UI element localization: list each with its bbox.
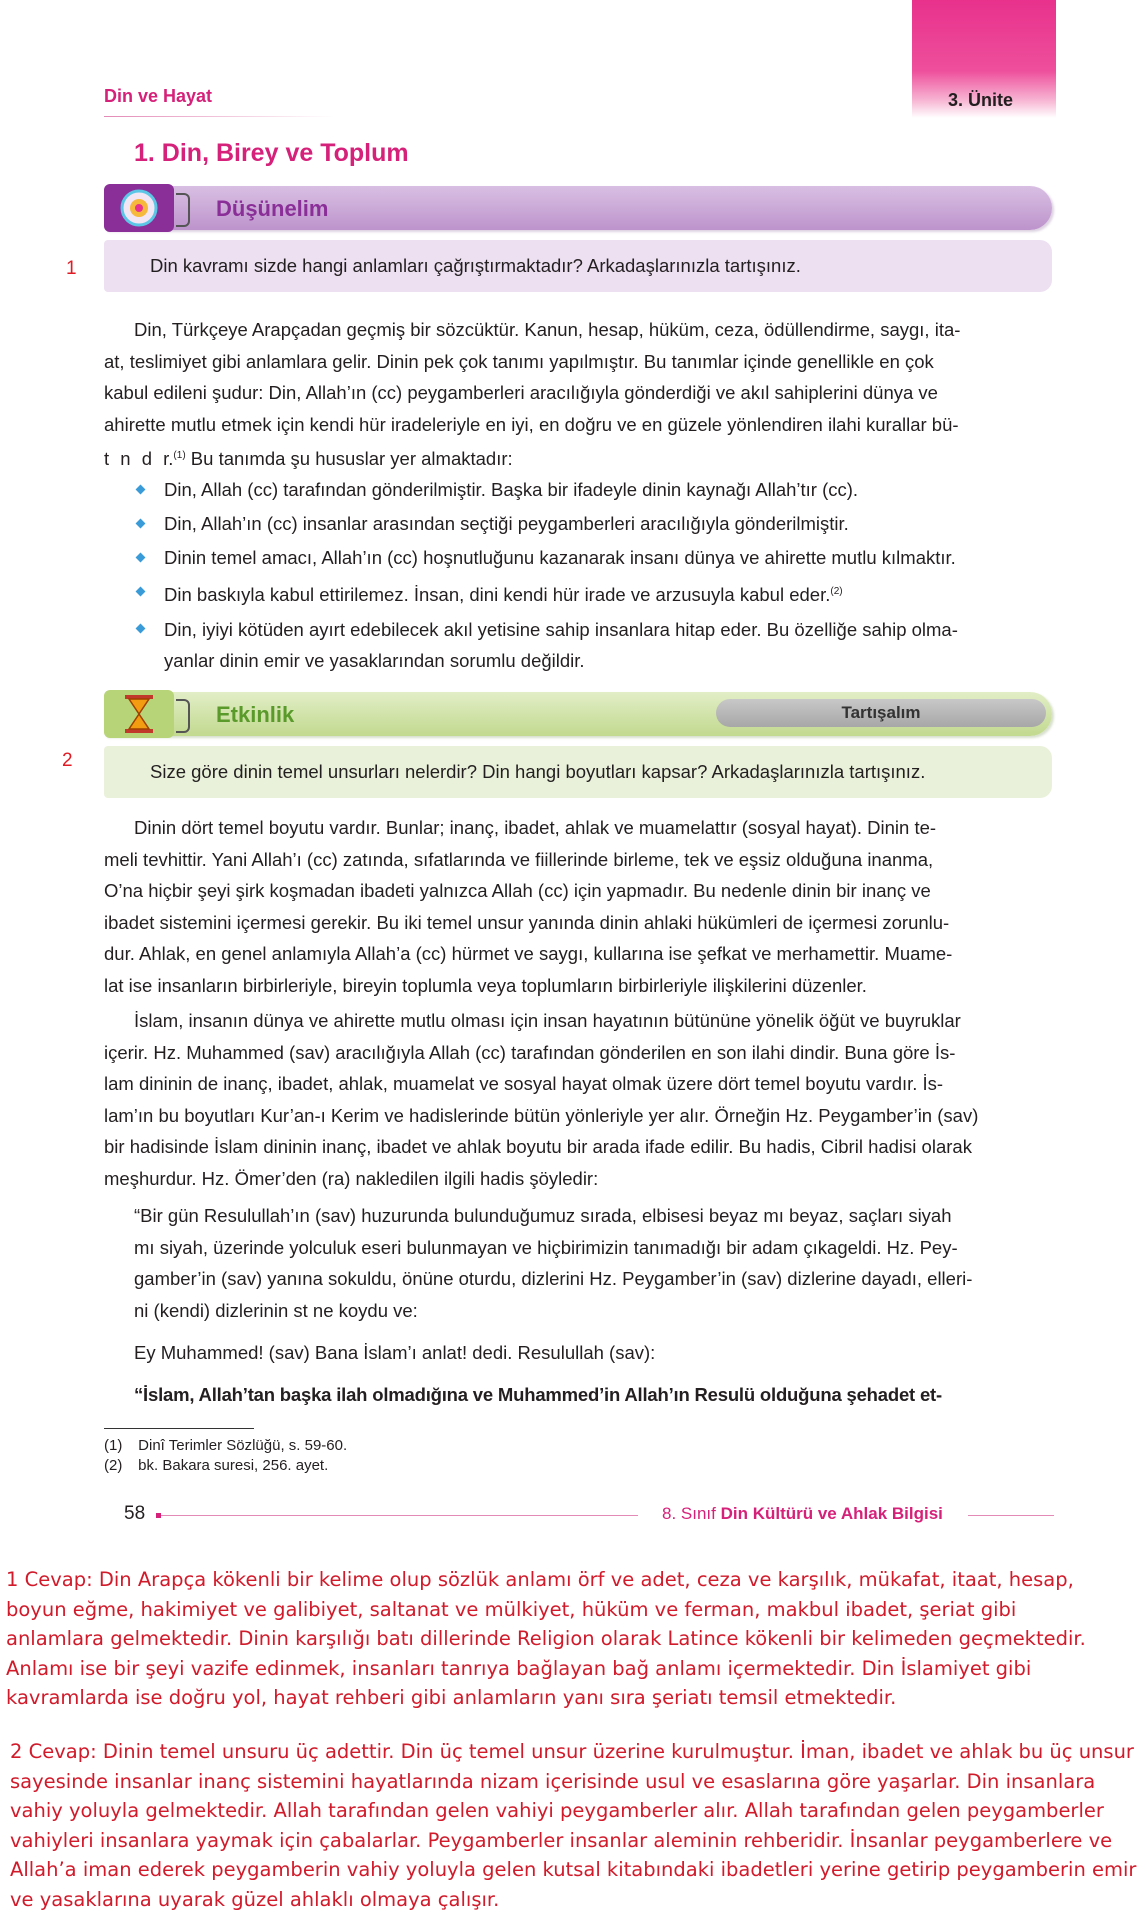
footer-divider-right xyxy=(968,1515,1054,1516)
book-grade: 8. Sınıf xyxy=(662,1504,721,1523)
footnote-item xyxy=(104,1436,347,1456)
bullet-text: Din, iyiyi kötüden ayırt edebilecek akıl yetisine sahip insanlara hitap eder. Bu özelliğe sahip olma- xyxy=(164,614,1054,645)
answer-1 xyxy=(6,1565,1144,1713)
footnote-num: (2) xyxy=(104,1456,134,1476)
dusunelim-question: Din kavramı sizde hangi anlamları çağrıştırmaktadır? Arkadaşlarınızla tartışınız. xyxy=(150,253,801,279)
quote-line: gamber’in (sav) yanına sokuldu, önüne oturdu, dizlerini Hz. Peygamber’in (sav) dizlerine dayadı, elleri- xyxy=(134,1263,1054,1295)
intro-line: kabul edileni şudur: Din, Allah’ın (cc) peygamberleri aracılığıyla gönderdiği ve akıl sahiplerini dünya ve xyxy=(104,377,1054,409)
body-line: O’na hiçbir şeyi şirk koşmadan ibadeti yalnızca Allah (cc) için yapmadır. Bu nedenle dinin bir inanç ve xyxy=(104,875,1054,907)
intro-text: Bu tanımda şu hususlar yer almaktadır: xyxy=(186,448,513,469)
footnote-ref-2: (2) xyxy=(830,586,842,597)
answer-line: ve yasaklarına uyarak güzel ahlaklı olmaya çalışır. xyxy=(10,1885,1146,1914)
etkinlik-tag-label: Tartışalım xyxy=(841,703,920,723)
hadith-quote-bold: “İslam, Allah’tan başka ilah olmadığına ve Muhammed’in Allah’ın Resulü olduğuna şehadet et- xyxy=(134,1384,942,1406)
dusunelim-question-box xyxy=(104,240,1052,292)
bullet-item xyxy=(134,612,1054,676)
intro-line: Din, Türkçeye Arapçadan geçmiş bir sözcüktür. Kanun, hesap, hüküm, ceza, ödüllendirme, saygı, ita- xyxy=(104,314,1054,346)
header-divider xyxy=(104,116,334,117)
intro-line: ahirette mutlu etmek için kendi hür iradeleriyle en iyi, en doğru ve en güzele yönlendiren ilahi kurallar bü- xyxy=(104,409,1054,441)
quote-line: ni (kendi) dizlerinin st ne koydu ve: xyxy=(134,1295,1054,1327)
question-number-1: 1 xyxy=(66,258,77,280)
body-line: bir hadisinde İslam dininin inanç, ibadet ve ahlak boyutu bir arada ifade edilir. Bu hadis, Cibril hadisi olarak xyxy=(104,1131,1054,1163)
footer-divider xyxy=(156,1515,638,1516)
answer-line: vahiy yoluyla gelmektedir. Allah tarafından gelen vahiyi peygamberler alır. Allah tarafından gelen peygamberler xyxy=(10,1796,1146,1826)
book-name: Din Kültürü ve Ahlak Bilgisi xyxy=(721,1504,943,1523)
bullet-item: Din, Allah (cc) tarafından gönderilmiştir. Başka bir ifadeyle dinin kaynağı Allah’tır (cc). xyxy=(134,473,1054,507)
hadith-quote-line: Ey Muhammed! (sav) Bana İslam’ı anlat! dedi. Resulullah (sav): xyxy=(134,1342,655,1364)
banner-bracket xyxy=(176,193,190,227)
question-number-2: 2 xyxy=(62,750,73,772)
body-line: İslam, insanın dünya ve ahirette mutlu olması için insan hayatının bütününe yönelik öğüt ve buyruklar xyxy=(104,1005,1054,1037)
bullet-text: Din baskıyla kabul ettirilemez. İnsan, dini kendi hür irade ve arzusuyla kabul eder. xyxy=(164,584,830,605)
answer-line: 2 Cevap: Dinin temel unsuru üç adettir. Din üç temel unsur üzerine kurulmuştur. İman, ibadet ve ahlak bu üç unsur xyxy=(10,1737,1146,1767)
body-paragraph-1 xyxy=(104,812,1054,1001)
body-line: lam’ın bu boyutları Kur’an-ı Kerim ve hadislerinde bütün yönleriyle yer alır. Örneğin Hz. Peygamber’in (sav) xyxy=(104,1100,1054,1132)
intro-text: t n d r. xyxy=(104,448,173,469)
intro-paragraph xyxy=(104,314,1054,475)
answer-line: kavramlarda ise doğru yol, hayat rehberi gibi anlamların yanı sıra şeriatı temsil etmektedir. xyxy=(6,1683,1144,1713)
definition-bullets xyxy=(134,473,1054,676)
body-line: lam dininin de inanç, ibadet, ahlak, muamelat ve sosyal hayat olmak üzere dört temel boyutu vardır. İs- xyxy=(104,1068,1054,1100)
body-line: lat ise insanların birbirleriyle, bireyin toplumla veya toplumların birbirleriyle ilişkilerini düzenler. xyxy=(104,970,1054,1002)
subject-header: Din ve Hayat xyxy=(104,86,212,107)
answer-line: 1 Cevap: Din Arapça kökenli bir kelime olup sözlük anlamı örf ve adet, ceza ve karşılık, mükafat, itaat, hesap, xyxy=(6,1565,1144,1595)
bullet-item xyxy=(134,575,1054,612)
footer-dot xyxy=(156,1513,161,1518)
etkinlik-title: Etkinlik xyxy=(216,702,294,728)
body-line: dur. Ahlak, en genel anlamıyla Allah’a (cc) hürmet ve saygı, kullarına ise şefkat ve merhamettir. Muame- xyxy=(104,938,1054,970)
bullet-item: Din, Allah’ın (cc) insanlar arasından seçtiği peygamberleri aracılığıyla gönderilmiştir. xyxy=(134,507,1054,541)
body-paragraph-2 xyxy=(104,1005,1054,1194)
unit-label: 3. Ünite xyxy=(948,90,1013,111)
etkinlik-tag xyxy=(716,699,1046,727)
answer-line: boyun eğme, hakimiyet ve galibiyet, saltanat ve mülkiyet, hüküm ve ferman, makbul ibadet, şeriat gibi xyxy=(6,1595,1144,1625)
footnote-divider xyxy=(104,1428,254,1429)
etkinlik-icon-box xyxy=(104,690,174,738)
intro-line xyxy=(104,440,1054,475)
quote-line: mı siyah, üzerinde yolculuk eseri bulunmayan ve hiçbirimizin tanımadığı bir adam çıkageldi. Hz. Pey- xyxy=(134,1232,1054,1264)
book-title xyxy=(662,1504,943,1524)
answer-line: Allah’a iman ederek peygamberin vahiy yoluyla gelen kutsal kitabındaki ibadetleri yerine getirip peygamberin emir xyxy=(10,1855,1146,1885)
section-title: 1. Din, Birey ve Toplum xyxy=(134,139,409,168)
etkinlik-question-box xyxy=(104,746,1052,798)
quote-line: “Bir gün Resulullah’ın (sav) huzurunda bulunduğumuz sırada, elbisesi beyaz mı beyaz, saçları siyah xyxy=(134,1200,1054,1232)
footnote-text: bk. Bakara suresi, 256. ayet. xyxy=(138,1457,328,1474)
dusunelim-title: Düşünelim xyxy=(216,196,328,222)
hadith-quote xyxy=(134,1200,1054,1326)
footnote-item xyxy=(104,1456,347,1476)
footnotes xyxy=(104,1436,347,1476)
intro-line: at, teslimiyet gibi anlamlara gelir. Dinin pek çok tanımı yapılmıştır. Bu tanımlar içinde genellikle en çok xyxy=(104,346,1054,378)
answer-line: vahiyleri insanlara yaymak için çabalarlar. Peygamberler insanlar aleminin rehberidir. İnsanlar peygamberlere ve xyxy=(10,1826,1146,1856)
hourglass-icon xyxy=(122,694,156,734)
answer-line: Anlamı ise bir şeyi vazife edinmek, insanları tanrıya bağlayan bağ anlamı içermektedir. Din İslamiyet gibi xyxy=(6,1654,1144,1684)
body-line: Dinin dört temel boyutu vardır. Bunlar; inanç, ibadet, ahlak ve muamelattır (sosyal hayat). Dinin te- xyxy=(104,812,1054,844)
etkinlik-question: Size göre dinin temel unsurları nelerdir? Din hangi boyutları kapsar? Arkadaşlarınızla tartışınız. xyxy=(150,759,925,785)
bullet-item: Dinin temel amacı, Allah’ın (cc) hoşnutluğunu kazanarak insanı dünya ve ahirette mutlu kılmaktır. xyxy=(134,541,1054,575)
answer-2 xyxy=(10,1737,1146,1914)
dusunelim-icon-box xyxy=(104,184,174,232)
body-line: ibadet sistemini içermesi gerekir. Bu iki temel unsur yanında dinin ahlaki hükümleri de içermesi zorunlu- xyxy=(104,907,1054,939)
answer-line: anlamlara gelmektedir. Dinin karşılığı batı dillerinde Religion olarak Latince kökenli bir kelimeden geçmektedir. xyxy=(6,1624,1144,1654)
answer-line: sayesinde insanlar inanç sistemini hayatlarında nizam içerisinde usul ve esaslarına göre yaşarlar. Din insanlara xyxy=(10,1767,1146,1797)
footnote-text: Dinî Terimler Sözlüğü, s. 59-60. xyxy=(138,1437,347,1454)
body-line: içerir. Hz. Muhammed (sav) aracılığıyla Allah (cc) tarafından gönderilen en son ilahi dindir. Buna göre İs- xyxy=(104,1037,1054,1069)
page-number: 58 xyxy=(124,1503,145,1525)
body-line: meli tevhittir. Yani Allah’ı (cc) zatında, sıfatlarında ve fiillerinde birleme, tek ve eşsiz olduğuna inanma, xyxy=(104,844,1054,876)
body-line: meşhurdur. Hz. Ömer’den (ra) nakledilen ilgili hadis şöyledir: xyxy=(104,1163,1054,1195)
bullet-text: yanlar dinin emir ve yasaklarından sorumlu değildir. xyxy=(164,645,1054,676)
banner-bracket xyxy=(176,699,190,733)
footnote-ref-1: (1) xyxy=(173,450,185,461)
footnote-num: (1) xyxy=(104,1436,134,1456)
brain-gear-icon xyxy=(119,188,159,228)
